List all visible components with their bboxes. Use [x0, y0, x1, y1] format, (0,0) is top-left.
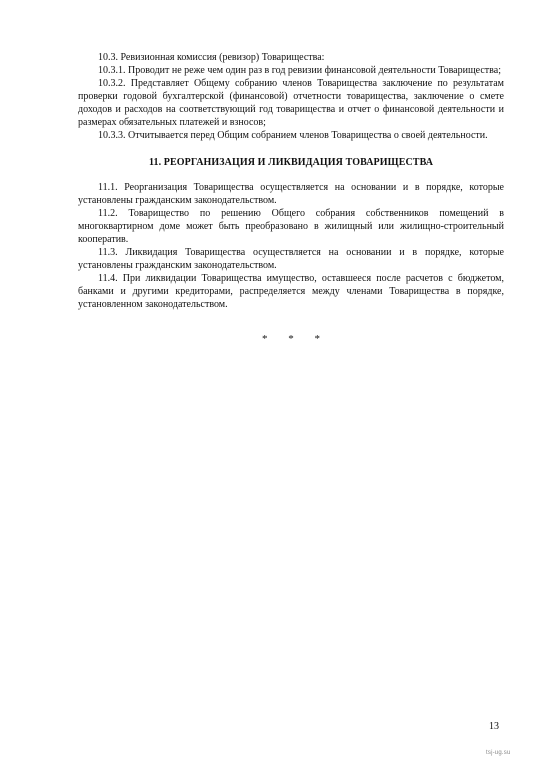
paragraph-10-3-2: 10.3.2. Представляет Общему собранию членов Товарищества заключение по результатам проверки годовой бухгалтерской (финансовой) отчетности товарищества, заключение о смете доходов и расходов на соответствующий год товарищества и отчет о финансовой деятельности и размерах обязательных платежей и взносов;	[78, 78, 504, 128]
paragraph-10-3-3: 10.3.3. Отчитывается перед Общим собранием членов Товарищества о своей деятельности.	[98, 130, 488, 141]
page-number: 13	[489, 721, 499, 732]
section-separator: * * *	[262, 333, 329, 345]
paragraph-11-4: 11.4. При ликвидации Товарищества имущество, оставшееся после расчетов с бюджетом, банками и другими кредиторами, распределяется между членами Товарищества в порядке, установленном законодательством.	[78, 273, 504, 310]
paragraph-11-2: 11.2. Товарищество по решению Общего собрания собственников помещений в многоквартирном доме может быть преобразовано в жилищный или жилищно-строительный кооператив.	[78, 208, 504, 245]
paragraph-11-3: 11.3. Ликвидация Товарищества осуществляется на основании и в порядке, которые установлены гражданским законодательством.	[78, 247, 504, 271]
paragraph-10-3: 10.3. Ревизионная комиссия (ревизор) Товарищества:	[98, 52, 325, 63]
paragraph-10-3-1: 10.3.1. Проводит не реже чем один раз в год ревизии финансовой деятельности Товарищества;	[98, 65, 501, 76]
paragraph-11-1: 11.1. Реорганизация Товарищества осуществляется на основании и в порядке, которые установлены гражданским законодательством.	[78, 182, 504, 206]
section-11-heading: 11. РЕОРГАНИЗАЦИЯ И ЛИКВИДАЦИЯ ТОВАРИЩЕСТВА	[148, 157, 434, 168]
site-watermark: tsj-ug.su	[486, 750, 511, 756]
page-content	[78, 51, 504, 346]
